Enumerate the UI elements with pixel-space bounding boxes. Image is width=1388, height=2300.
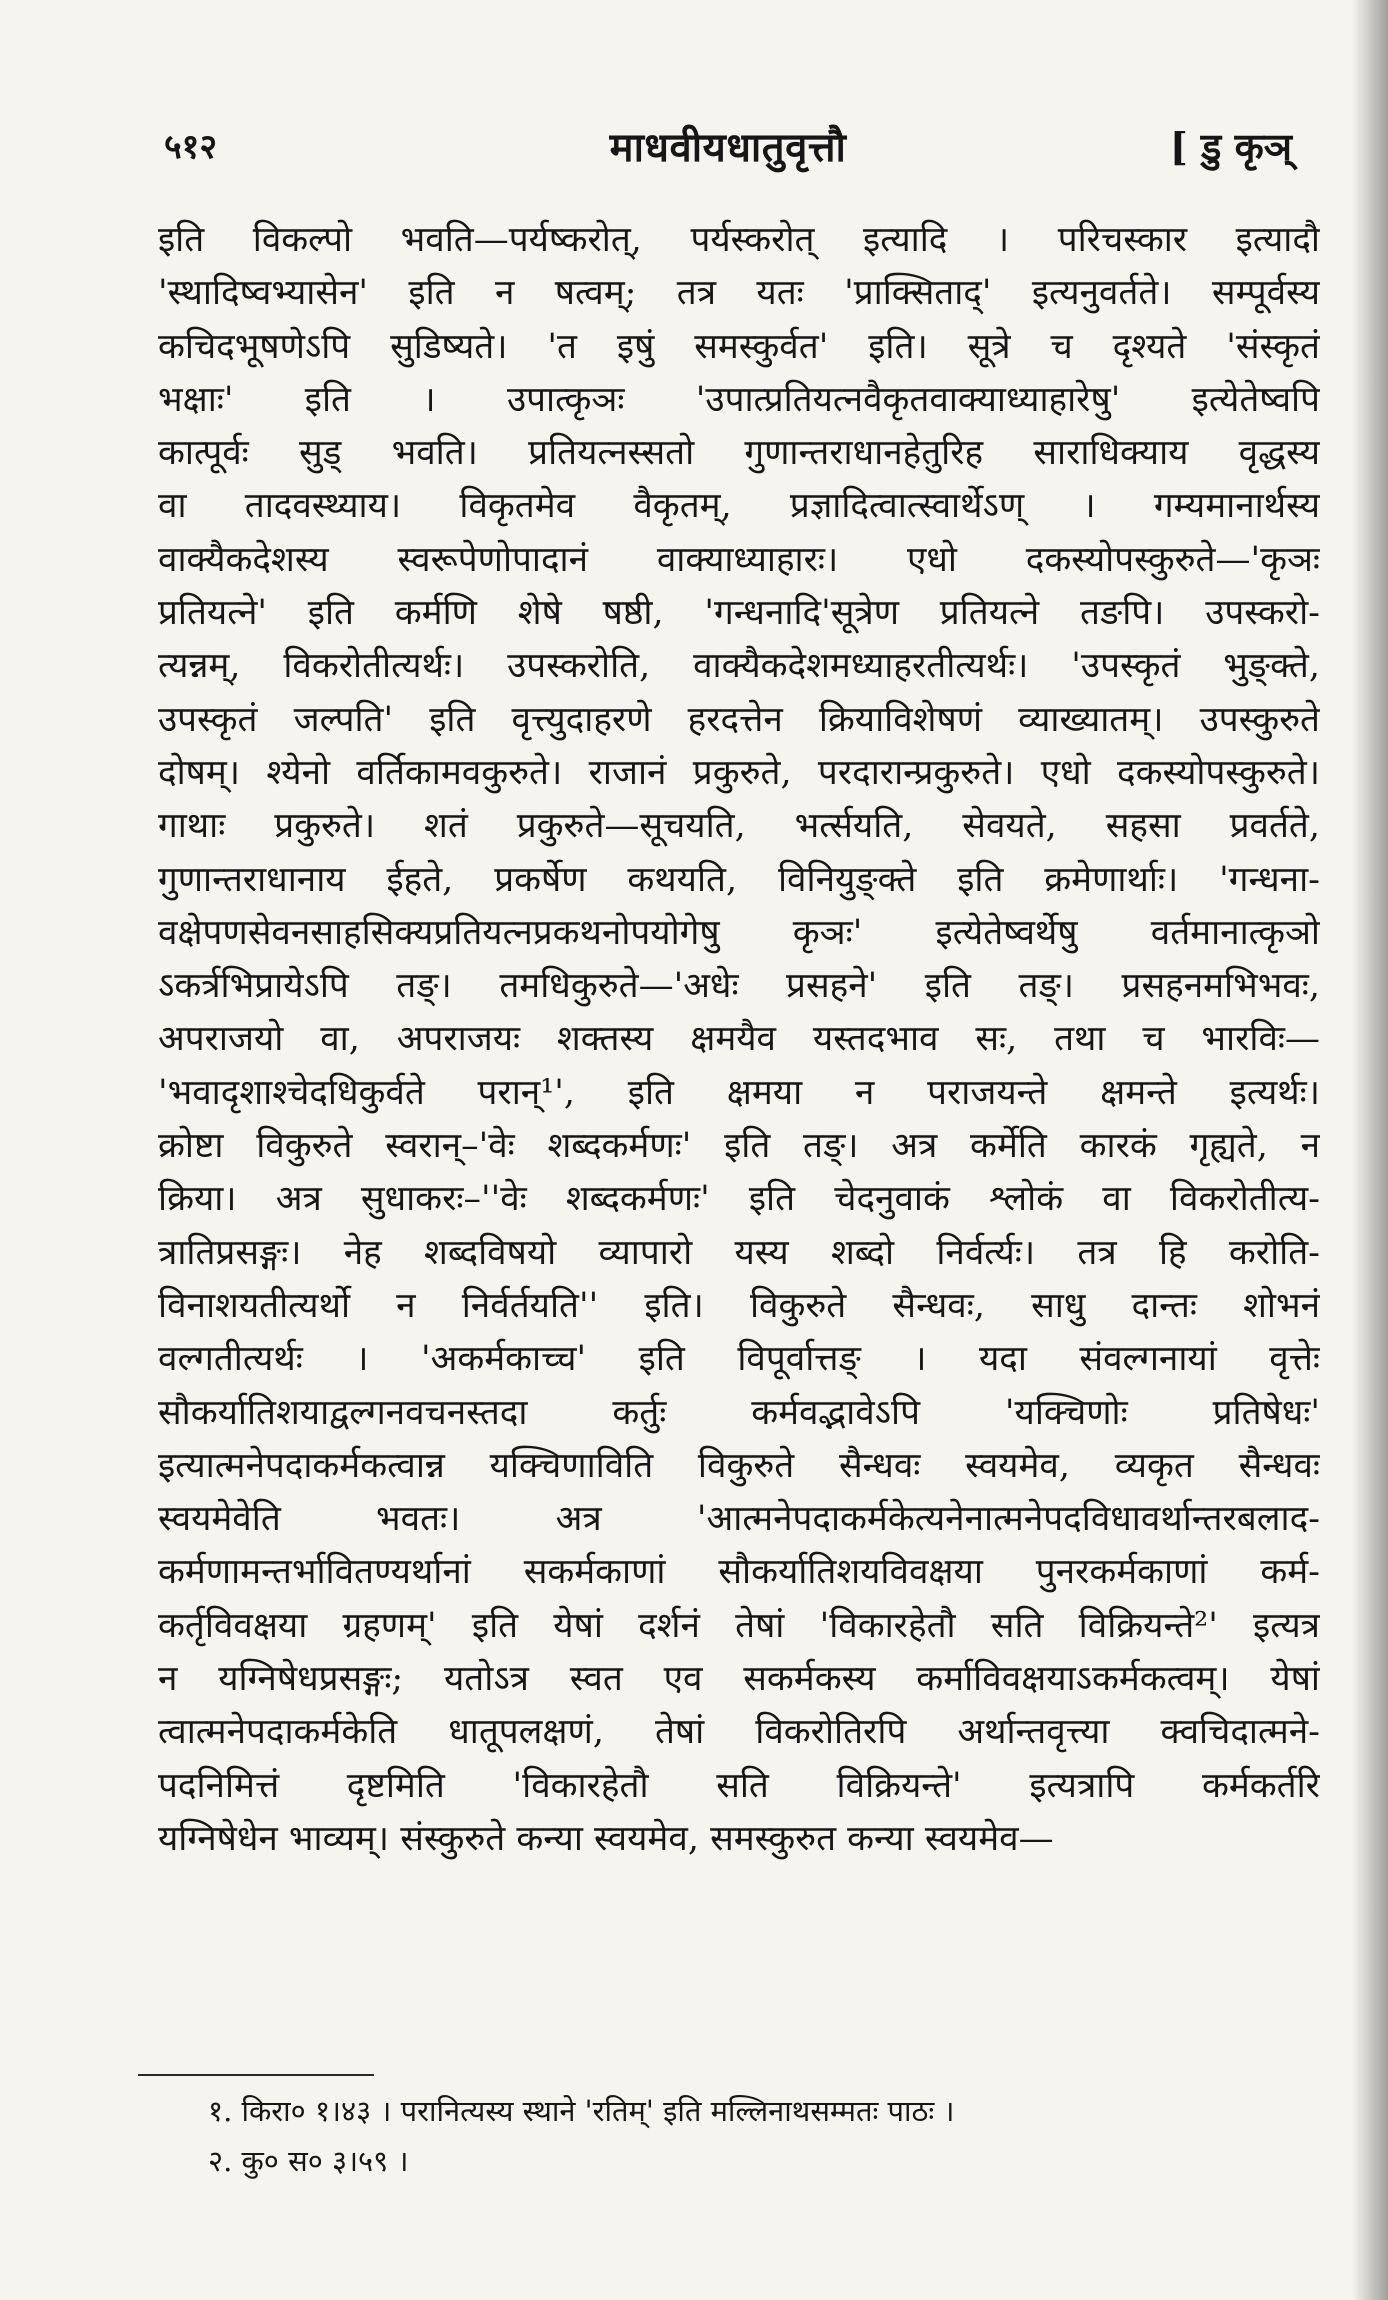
body-text	[158, 214, 1320, 1866]
footnote-rule	[138, 2074, 374, 2076]
text-line: क्रिया। अत्र सुधाकरः–''वेः शब्दकर्मणः' इति चेदनुवाकं श्लोकं वा विकरोतीत्य-	[158, 1179, 1320, 1220]
text-line: गाथाः प्रकुरुते। शतं प्रकुरुते—सूचयति, भर्त्सयति, सेवयते, सहसा प्रवर्तते,	[158, 806, 1320, 847]
text-line: इत्यात्मनेपदाकर्मकत्वान्न यक्चिणाविति विकुरुते सैन्धवः स्वयमेव, व्यकृत सैन्धवः	[158, 1445, 1320, 1486]
text-line: कात्पूर्वः सुड् भवति। प्रतियत्नस्सतो गुणान्तराधानहेतुरिह साराधिक्याय वृद्धस्य	[158, 433, 1320, 474]
running-header	[164, 118, 1292, 178]
footnote: १. किरा० १।४३ । परानित्यस्य स्थाने 'रतिम्' इति मल्लिनाथसम्मतः पाठः ।	[208, 2094, 955, 2128]
footnotes	[208, 2086, 1308, 2186]
text-line: कचिदभूषणेऽपि सुडिष्यते। 'त इषुं समस्कुर्वत' इति। सूत्रे च दृश्यते 'संस्कृतं	[158, 326, 1320, 367]
text-line: न यग्निषेधप्रसङ्गः; यतोऽत्र स्वत एव सकर्मकस्य कर्माविवक्षयाऽकर्मकत्वम्। येषां	[158, 1659, 1320, 1700]
text-line: वल्गतीत्यर्थः । 'अकर्मकाच्च' इति विपूर्वात्तङ् । यदा संवल्गनायां वृत्तेः	[158, 1339, 1320, 1380]
text-line: स्वयमेवेति भवतः। अत्र 'आत्मनेपदाकर्मकेत्यनेनात्मनेपदविधावर्थान्तरबलाद-	[158, 1499, 1320, 1540]
text-line: इति विकल्पो भवति—पर्यष्करोत्, पर्यस्करोत् इत्यादि । परिचस्कार इत्यादौ	[158, 220, 1320, 260]
text-line: ऽकर्त्रभिप्रायेऽपि तङ्। तमधिकुरुते—'अधेः प्रसहने' इति तङ्। प्रसहनमभिभवः,	[158, 966, 1320, 1007]
text-line: सौकर्यातिशयाद्वल्गनवचनस्तदा कर्तुः कर्मवद्भावेऽपि 'यक्चिणोः प्रतिषेधः'	[158, 1392, 1320, 1433]
text-line: गुणान्तराधानाय ईहते, प्रकर्षेण कथयति, विनियुङ्क्ते इति क्रमेणार्थाः। 'गन्धना-	[158, 859, 1320, 900]
page-number: ५१२	[164, 127, 218, 167]
text-line: कर्तृविवक्षया ग्रहणम्' इति येषां दर्शनं तेषां 'विकारहेतौ सति विक्रियन्ते²' इत्यत्र	[158, 1605, 1320, 1646]
text-line: अपराजयो वा, अपराजयः शक्तस्य क्षमयैव यस्तदभाव सः, तथा च भारविः—	[158, 1019, 1320, 1060]
text-line: वक्षेपणसेवनसाहसिक्यप्रतियत्नप्रकथनोपयोगेषु कृञः' इत्येतेष्वर्थेषु वर्तमानात्कृञो	[158, 912, 1320, 953]
text-line: भक्षाः' इति । उपात्कृञः 'उपात्प्रतियत्नवैकृतवाक्याध्याहारेषु' इत्येतेष्वपि	[158, 379, 1320, 420]
text-line: क्रोष्टा विकुरुते स्वरान्–'वेः शब्दकर्मणः' इति तङ्। अत्र कर्मेति कारकं गृह्यते, न	[158, 1126, 1320, 1167]
footnote: २. कु० स० ३।५९ ।	[208, 2144, 409, 2178]
text-line: प्रतियत्ने' इति कर्मणि शेषे षष्ठी, 'गन्धनादि'सूत्रेण प्रतियत्ने तङपि। उपस्करो-	[158, 593, 1320, 634]
page-edge-shadow	[1352, 0, 1388, 2300]
text-line: 'स्थादिष्वभ्यासेन' इति न षत्वम्; तत्र यतः 'प्राक्सिताद्' इत्यनुवर्तते। सम्पूर्वस्य	[158, 273, 1320, 314]
text-line: 'भवादृशाश्चेदधिकुर्वते परान्¹', इति क्षमया न पराजयन्ते क्षमन्ते इत्यर्थः।	[158, 1072, 1320, 1113]
text-line: त्रातिप्रसङ्गः। नेह शब्दविषयो व्यापारो यस्य शब्दो निर्वर्त्यः। तत्र हि करोति-	[158, 1232, 1320, 1273]
text-line: कर्मणामन्तर्भावितण्यर्थानां सकर्मकाणां सौकर्यातिशयविवक्षया पुनरकर्मकाणां कर्म-	[158, 1552, 1320, 1593]
text-line: त्वात्मनेपदाकर्मकेति धातूपलक्षणं, तेषां विकरोतिरपि अर्थान्तवृत्त्या क्वचिदात्मने-	[158, 1712, 1320, 1753]
text-line: विनाशयतीत्यर्थो न निर्वर्तयति'' इति। विकुरुते सैन्धवः, साधु दान्तः शोभनं	[158, 1285, 1320, 1326]
text-line: त्यन्नम्, विकरोतीत्यर्थः। उपस्करोति, वाक्यैकदेशमध्याहरतीत्यर्थः। 'उपस्कृतं भुङ्क्ते,	[158, 646, 1320, 687]
running-header-right: [ डु कृञ्	[1169, 124, 1292, 169]
running-title: माधवीयधातुवृत्तौ	[609, 124, 847, 171]
text-line: यग्निषेधेन भाव्यम्। संस्कुरुते कन्या स्वयमेव, समस्कुरुत कन्या स्वयमेव—	[158, 1818, 1054, 1859]
text-line: वा तादवस्थ्याय। विकृतमेव वैकृतम्, प्रज्ञादित्वात्स्वार्थेऽण् । गम्यमानार्थस्य	[158, 486, 1320, 527]
text-line: पदनिमित्तं दृष्टमिति 'विकारहेतौ सति विक्रियन्ते' इत्यत्रापि कर्मकर्तरि	[158, 1765, 1320, 1806]
text-line: वाक्यैकदेशस्य स्वरूपेणोपादानं वाक्याध्याहारः। एधो दकस्योपस्कुरुते—'कृञः	[158, 539, 1320, 580]
text-line: उपस्कृतं जल्पति' इति वृत्त्युदाहरणे हरदत्तेन क्रियाविशेषणं व्याख्यातम्। उपस्कुरुते	[158, 699, 1320, 740]
text-line: दोषम्। श्येनो वर्तिकामवकुरुते। राजानं प्रकुरुते, परदारान्प्रकुरुते। एधो दकस्योपस्कुरुते।	[158, 752, 1320, 793]
